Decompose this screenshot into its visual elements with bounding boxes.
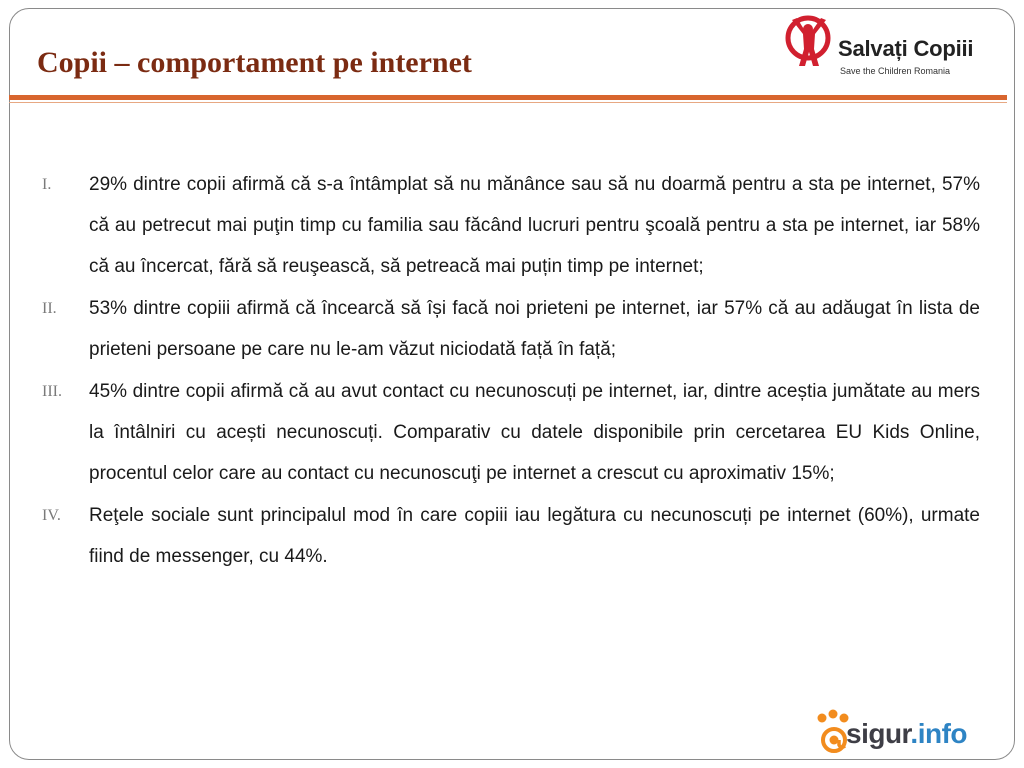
title-rule (9, 95, 1007, 100)
list-item (38, 495, 980, 577)
list-item (38, 164, 980, 287)
salvati-copiii-logo (784, 14, 994, 80)
list-numeral: II. (42, 300, 57, 317)
save-the-children-figure-icon (784, 14, 834, 74)
title-rule-thin (9, 102, 1007, 103)
list-numeral: IV. (42, 507, 61, 524)
list-text: 29% dintre copii afirmă că s-a întâmplat să nu mănânce sau să nu doarmă pentru a sta pe internet, 57% că au petrecut mai puţin timp cu familia sau făcând lucruri pentru şcoală pentru a sta pe internet, iar 58% că au încercat, fără să reuşească, să petreacă mai puțin timp pe internet; (89, 174, 980, 277)
list-numeral: I. (42, 176, 52, 193)
sigur-prefix: sigur (846, 718, 911, 749)
sigur-suffix: .info (910, 718, 968, 749)
list-text: 53% dintre copiii afirmă că încearcă să își facă noi prieteni pe internet, iar 57% că au adăugat în lista de prieteni persoane pe care nu le-am văzut niciodată față în față; (89, 298, 980, 360)
list-numeral: III. (42, 383, 62, 400)
findings-list (38, 164, 980, 578)
list-item (38, 371, 980, 494)
list-text: 45% dintre copii afirmă că au avut contact cu necunoscuți pe internet, iar, dintre aceștia jumătate au mers la întâlniri cu acești necunoscuți. Comparativ cu datele disponibile prin cercetarea EU Kids Online, procentul celor care au contact cu necunoscuţi pe internet a crescut cu aproximativ 15%; (89, 381, 980, 484)
list-item (38, 288, 980, 370)
salvati-copiii-name: Salvați Copiii (838, 36, 974, 61)
slide-title: Copii – comportament pe internet (37, 46, 472, 79)
sigur-info-logo (812, 708, 1002, 758)
list-text: Reţele sociale sunt principalul mod în care copiii iau legătura cu necunoscuți pe internet (60%), urmate fiind de messenger, cu 44%. (89, 505, 980, 567)
sigur-info-wordmark (846, 718, 967, 750)
salvati-copiii-tagline: Save the Children Romania (840, 66, 951, 76)
